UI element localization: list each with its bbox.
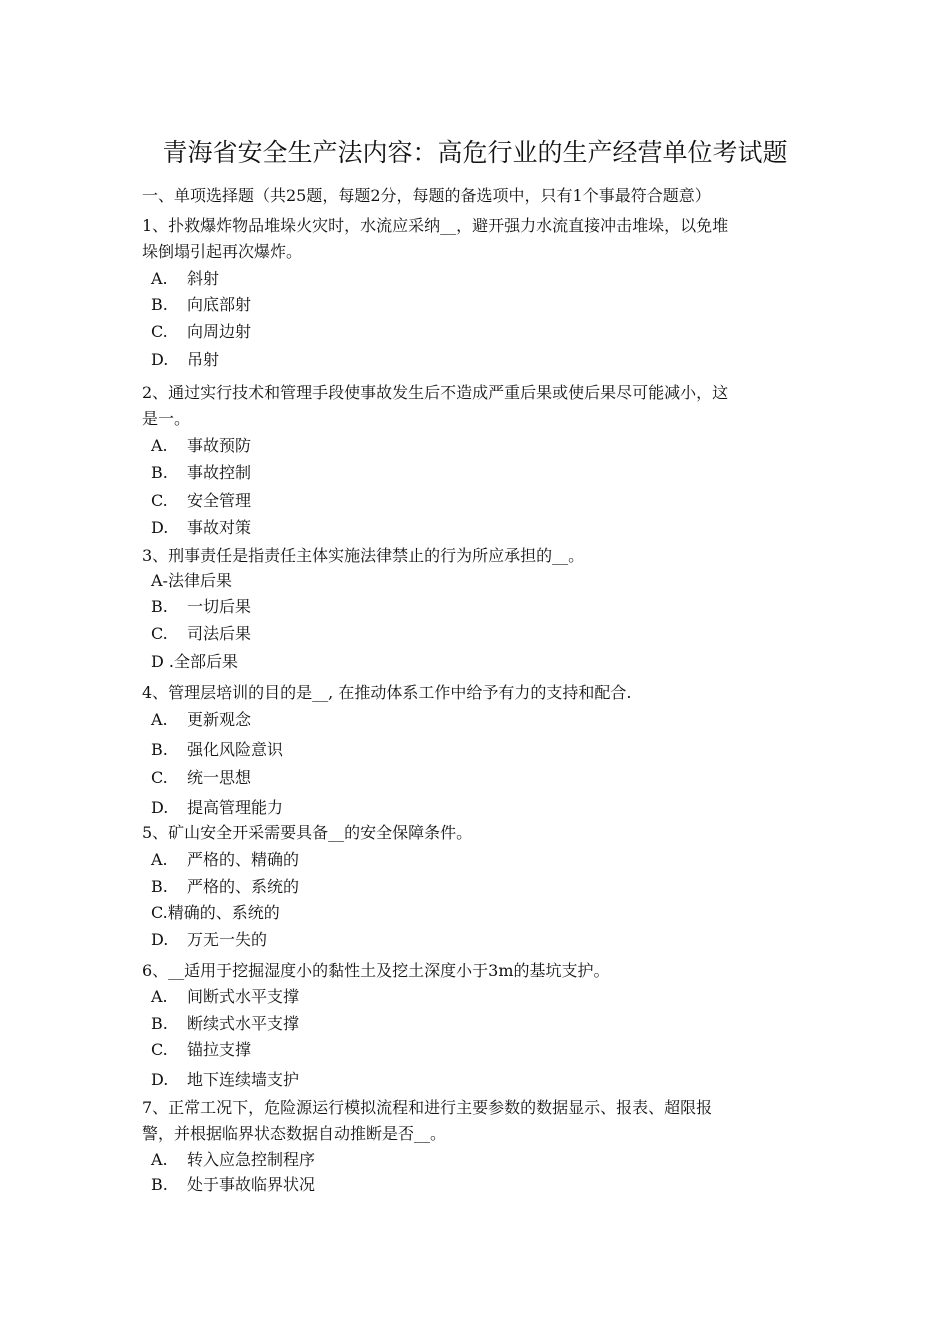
question-3-option-c: C. 司法后果 xyxy=(151,624,252,643)
question-6-option-a: A. 间断式水平支撑 xyxy=(151,987,300,1006)
question-2-option-a: A. 事故预防 xyxy=(151,436,252,455)
question-2-option-d: D. 事故对策 xyxy=(151,518,252,537)
page-title: 青海省安全生产法内容：高危行业的生产经营单位考试题 xyxy=(162,138,788,167)
question-1-line-1: 1、扑救爆炸物品堆垛火灾时，水流应采纳__，避开强力水流直接冲击堆垛，以免堆 xyxy=(142,216,729,235)
question-1-line-2: 垛倒塌引起再次爆炸。 xyxy=(142,242,303,261)
question-6-line-1: 6、__适用于挖掘湿度小的黏性土及挖土深度小于3m的基坑支护。 xyxy=(142,961,610,980)
question-3-option-d: D .全部后果 xyxy=(151,652,239,671)
question-5-line-1: 5、矿山安全开采需要具备__的安全保障条件。 xyxy=(142,823,473,842)
question-3-line-1: 3、刑事责任是指责任主体实施法律禁止的行为所应承担的__。 xyxy=(142,546,585,565)
question-4-line-1: 4、管理层培训的目的是__, 在推动体系工作中给予有力的支持和配合. xyxy=(142,683,632,702)
question-7-line-2: 警，并根据临界状态数据自动推断是否__。 xyxy=(142,1124,447,1143)
question-7-option-b: B. 处于事故临界状况 xyxy=(151,1175,316,1194)
question-6-option-d: D. 地下连续墙支护 xyxy=(151,1070,300,1089)
question-7-line-1: 7、正常工况下，危险源运行模拟流程和进行主要参数的数据显示、报表、超限报 xyxy=(142,1098,713,1117)
question-1-option-b: B. 向底部射 xyxy=(151,295,252,314)
question-3-option-a: A-法律后果 xyxy=(151,571,232,590)
question-1-option-d: D. 吊射 xyxy=(151,350,220,369)
question-5-option-d: D. 万无一失的 xyxy=(151,930,268,949)
question-5-option-b: B. 严格的、系统的 xyxy=(151,877,300,896)
question-1-option-c: C. 向周边射 xyxy=(151,322,252,341)
question-4-option-d: D. 提高管理能力 xyxy=(151,798,284,817)
question-5-option-a: A. 严格的、精确的 xyxy=(151,850,300,869)
question-4-option-b: B. 强化风险意识 xyxy=(151,740,284,759)
question-4-option-a: A. 更新观念 xyxy=(151,710,252,729)
question-2-option-c: C. 安全管理 xyxy=(151,491,252,510)
question-6-option-c: C. 锚拉支撑 xyxy=(151,1040,252,1059)
question-7-option-a: A. 转入应急控制程序 xyxy=(151,1150,316,1169)
section-header: 一、单项选择题（共25题，每题2分，每题的备选项中，只有1个事最符合题意） xyxy=(142,186,711,205)
question-4-option-c: C. 统一思想 xyxy=(151,768,252,787)
question-6-option-b: B. 断续式水平支撑 xyxy=(151,1014,300,1033)
question-2-option-b: B. 事故控制 xyxy=(151,463,252,482)
question-2-line-1: 2、通过实行技术和管理手段使事故发生后不造成严重后果或使后果尽可能减小，这 xyxy=(142,383,729,402)
question-2-line-2: 是一。 xyxy=(142,409,191,428)
question-5-option-c: C.精确的、系统的 xyxy=(151,903,280,922)
question-1-option-a: A. 斜射 xyxy=(151,269,220,288)
question-3-option-b: B. 一切后果 xyxy=(151,597,252,616)
